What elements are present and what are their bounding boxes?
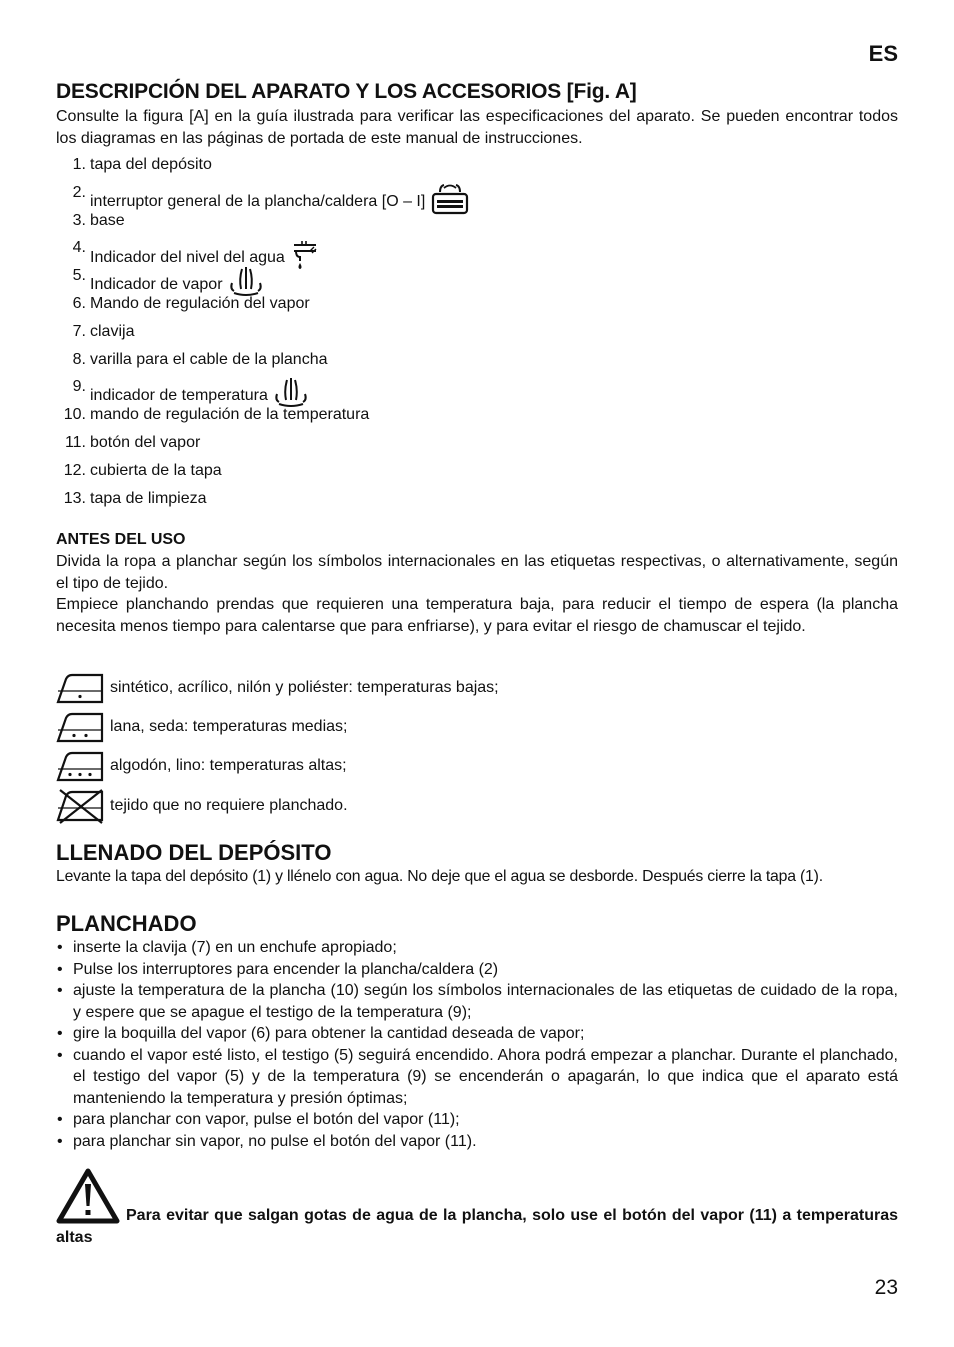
parts-list-item [56, 237, 898, 265]
parts-list-item [56, 265, 898, 293]
item-label: Indicador de vapor [90, 275, 223, 293]
item-label-row [90, 460, 222, 482]
item-label-row [90, 293, 310, 315]
page-number: 23 [874, 1276, 898, 1299]
before-use-paragraph-2: Empiece planchando prendas que requieren una temperatura baja, para reducir el tiempo de espera (la plancha necesita menos tiempo para calentarse que para enfriarse), y para evitar el riesgo de chamuscar el tejido. [56, 596, 898, 635]
ironing-step: • inserte la clavija (7) en un enchufe apropiado; [56, 937, 898, 959]
parts-list-item [56, 404, 898, 432]
item-label-row [90, 154, 212, 176]
fabric-row-no-iron [56, 788, 898, 824]
item-label: indicador de temperatura [90, 386, 268, 404]
item-label: botón del vapor [90, 433, 201, 451]
item-label: interruptor general de la plancha/caldera [O – I] [90, 193, 426, 211]
item-label-row [90, 432, 200, 454]
item-label-row [90, 488, 207, 510]
ironing-step: • ajuste la temperatura de la plancha (10) según los símbolos internacionales de las etiquetas de cuidado de la ropa, y espere que se apague el testigo de la temperatura (9); [56, 980, 898, 1023]
filling-text: Levante la tapa del depósito (1) y llénelo con agua. No deje que el agua se desborde. Después cierre la tapa (1). [56, 868, 823, 885]
before-use-paragraph-1: Divida la ropa a planchar según los símbolos internacionales en las etiquetas respectivas, o alternativamente, según el tipo de tejido. [56, 553, 898, 592]
section-title-filling: LLENADO DEL DEPÓSITO [56, 840, 332, 865]
parts-list-item [56, 488, 898, 516]
item-number: 12. [63, 461, 86, 479]
iron-three-dots-icon [56, 749, 104, 783]
item-number: 7. [72, 322, 86, 340]
parts-list-item [56, 154, 898, 182]
section-title-ironing: PLANCHADO [56, 911, 197, 936]
iron-one-dot-icon [56, 671, 104, 705]
item-number: 1. [72, 156, 86, 173]
item-label: Indicador del nivel del agua [90, 248, 285, 266]
ironing-step: • gire la boquilla del vapor (6) para obtener la cantidad deseada de vapor; [56, 1023, 898, 1045]
ironing-steps-list [56, 937, 898, 1152]
parts-list-item [56, 376, 898, 404]
iron-crossed-icon [56, 788, 104, 824]
fabric-text: tejido que no requiere planchado. [110, 797, 348, 814]
parts-list-item [56, 182, 898, 210]
item-label: varilla para el cable de la plancha [90, 350, 328, 368]
ironing-step: • Pulse los interruptores para encender la plancha/caldera (2) [56, 959, 898, 981]
item-number: 10. [63, 406, 86, 424]
warning-text: Para evitar que salgan gotas de agua de la plancha, solo use el botón del vapor (11) a temperaturas altas [56, 1207, 898, 1246]
item-label-row [90, 404, 369, 426]
parts-list-item [56, 321, 898, 349]
warning-note [56, 1168, 898, 1248]
item-label: clavija [90, 322, 135, 340]
ironing-step: • cuando el vapor esté listo, el testigo (5) seguirá encendido. Ahora podrá empezar a planchar. Durante el planchado, el testigo del vapor (5) y de la temperatura (9) se encenderán o apagarán, lo que indica que el aparato está manteniendo la temperatura y presión óptimas; [56, 1045, 898, 1110]
fabric-text: algodón, lino: temperaturas altas; [110, 757, 347, 774]
item-label: tapa de limpieza [90, 489, 207, 507]
iron-two-dots-icon [56, 710, 104, 744]
fabric-row-high [56, 748, 898, 784]
item-label: base [90, 211, 125, 229]
item-number: 9. [72, 378, 86, 396]
item-number: 5. [72, 267, 86, 285]
warning-icon [56, 1168, 120, 1224]
item-label: mando de regulación de la temperatura [90, 406, 370, 424]
language-code: ES [868, 41, 898, 66]
parts-list-item [56, 349, 898, 377]
parts-list-item [56, 460, 898, 488]
item-number: 13. [63, 489, 86, 507]
item-label: Mando de regulación del vapor [90, 294, 310, 312]
fabric-row-low [56, 670, 898, 706]
item-label-row [90, 210, 125, 232]
fabric-row-medium [56, 709, 898, 745]
parts-list-item [56, 210, 898, 238]
ironing-step: • para planchar con vapor, pulse el botón del vapor (11); [56, 1109, 898, 1131]
parts-list [56, 154, 898, 515]
item-label: cubierta de la tapa [90, 461, 222, 479]
item-label-row [90, 321, 134, 343]
item-label: tapa del depósito [90, 156, 212, 173]
section-title-before-use: ANTES DEL USO [56, 531, 186, 548]
item-label-row [90, 349, 327, 371]
item-number: 11. [64, 433, 86, 451]
item-number: 2. [72, 183, 86, 201]
ironing-step: • para planchar sin vapor, no pulse el botón del vapor (11). [56, 1131, 898, 1153]
parts-list-item [56, 293, 898, 321]
fabric-text: sintético, acrílico, nilón y poliéster: temperaturas bajas; [110, 679, 499, 696]
item-number: 8. [72, 350, 86, 368]
item-number: 4. [72, 239, 86, 257]
fabric-text: lana, seda: temperaturas medias; [110, 718, 348, 735]
item-number: 3. [72, 211, 86, 229]
section-title-description: DESCRIPCIÓN DEL APARATO Y LOS ACCESORIOS [Fig. A] [56, 80, 637, 103]
item-number: 6. [72, 294, 86, 312]
parts-list-item [56, 432, 898, 460]
description-intro: Consulte la figura [A] en la guía ilustrada para verificar las especificaciones del aparato. Se pueden encontrar todos los diagramas en las páginas de portada de este manual de instrucciones. [56, 108, 898, 147]
